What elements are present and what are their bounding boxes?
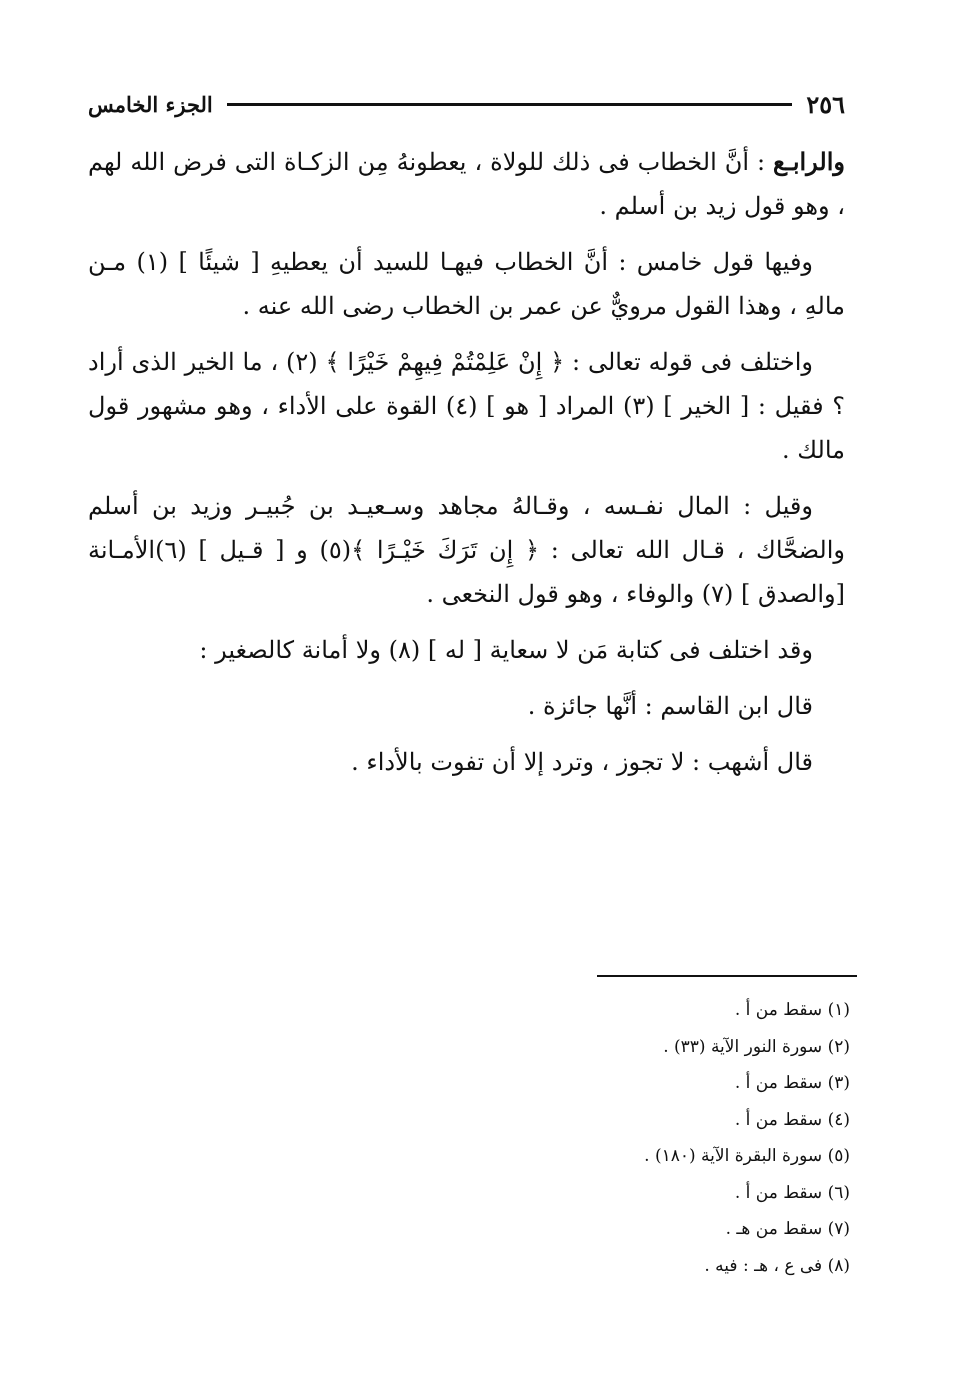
footnote-5: (٥) سورة البقرة الآية (١٨٠) . [644, 1146, 850, 1166]
paragraph-1 [88, 140, 845, 228]
header-rule [227, 103, 793, 106]
paragraph-text: وفيها قول خامس : أنَّ الخطاب فيهـا للسيد أن يعطيهِ [ شيئًا ] (١) مـن مالهِ ، وهذا القول مرويٌّ عن عمر بن الخطاب رضى الله عنه . [88, 248, 845, 320]
footnote-7: (٧) سقط من هـ . [725, 1219, 850, 1239]
footnote-separator [597, 975, 857, 977]
paragraph-text: وقيل : المال نفـسه ، وقـالهُ مجاهد وسـعيـد بن جُبيـر وزيد بن أسلم والضحَّاك ، قـال الله تعالى : ﴿ إِن تَرَكَ خَيْـرًا ﴾(٥) و [ قـيل ] (٦)الأمـانة [والصدق ] (٧) والوفاء ، وهو قول النخعى . [88, 492, 846, 608]
paragraph-text: قال أشهب : لا تجوز ، وترد إلا أن تفوت بالأداء . [351, 748, 813, 776]
footnote-2: (٢) سورة النور الآية (٣٣) . [663, 1036, 850, 1057]
footnote-6: (٦) سقط من أ . [734, 1182, 850, 1203]
paragraph-lead-word: والرابـع [773, 147, 845, 176]
paragraph-6 [88, 684, 845, 728]
footnote-3: (٣) سقط من أ . [734, 1073, 850, 1093]
paragraph-text: وقد اختلف فى كتابة مَن لا سعاية [ له ] (٨) ولا أمانة كالصغير : [199, 636, 813, 664]
running-title: الجزء الخامس [88, 91, 213, 117]
paragraph-7 [88, 740, 845, 784]
paragraph-text: : أنَّ الخطاب فى ذلك للولاة ، يعطونهُ مِن الزكـاة التى فرض الله لهم ، وهو قول زيد بن أسلم . [88, 148, 845, 220]
paragraph-2 [88, 240, 845, 328]
paragraph-text: قال ابن القاسم : أنَّها جائزة . [527, 692, 813, 720]
footnote-1: (١) سقط من أ . [734, 1000, 850, 1020]
page-number: ٢٥٦ [806, 89, 845, 119]
footnote-4: (٤) سقط من أ . [734, 1109, 850, 1130]
paragraph-4 [88, 484, 845, 616]
main-text [88, 140, 845, 796]
paragraph-text: واختلف فى قوله تعالى : ﴿ إِنْ عَلِمْتُمْ فِيهِمْ خَيْرًا ﴾ (٢) ، ما الخير الذى أراد ؟ فقيل : [ الخير ] (٣) المراد [ هو ] (٤) القوة على الأداء ، وهو مشهور قول مالك . [88, 348, 845, 464]
footnote-8: (٨) فى ع ، هـ : فيه . [704, 1255, 850, 1276]
footnotes [450, 992, 850, 1284]
page-header [88, 84, 845, 124]
paragraph-5 [88, 628, 845, 672]
paragraph-3 [88, 340, 845, 472]
